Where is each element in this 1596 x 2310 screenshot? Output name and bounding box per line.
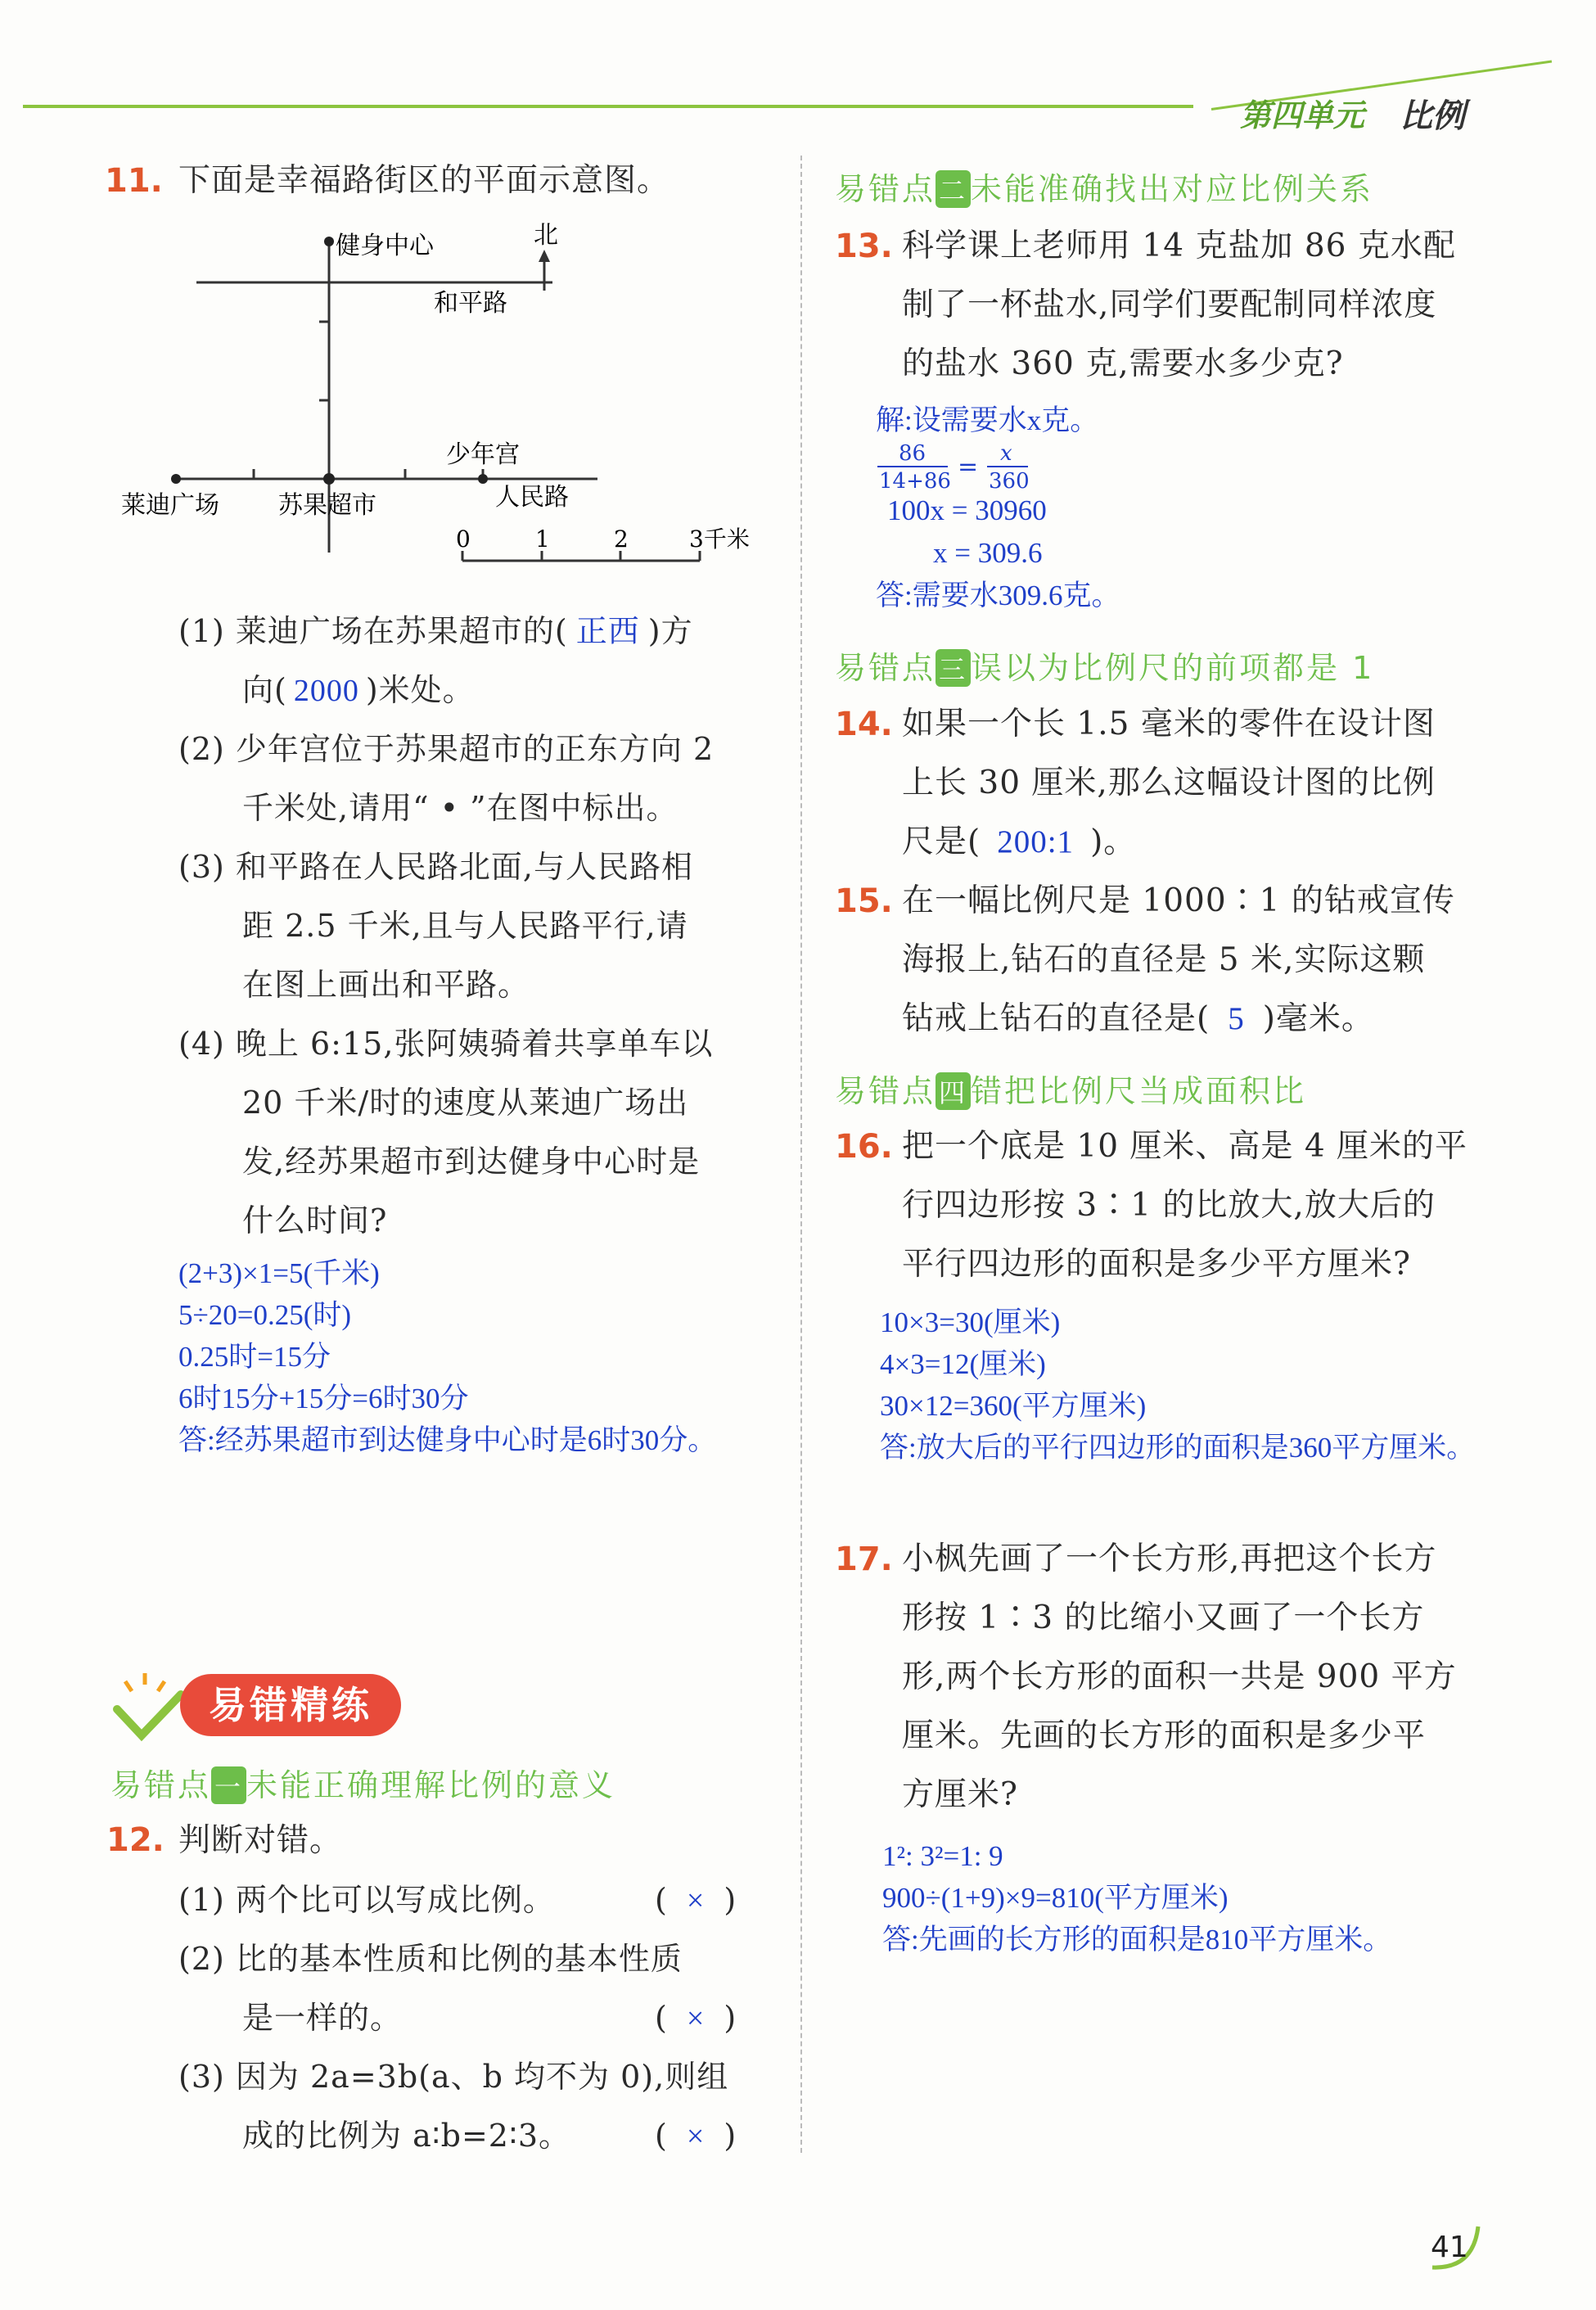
q13-answer: 答:需要水309.6克。 [876, 580, 1120, 611]
error-point-1: 易错点 一 未能正确理解比例的意义 [110, 1767, 616, 1803]
q16-line1: 把一个底是 10 厘米、高是 4 厘米的平 [902, 1128, 1468, 1165]
q11-part4-line3: 发,经苏果超市到达健身中心时是 [242, 1144, 701, 1180]
error-point-4-number: 四 [936, 1072, 971, 1110]
scale-2: 2 [614, 526, 629, 553]
q17-answer-line: 900÷(1+9)×9=810(平方厘米) [882, 1882, 1229, 1914]
q11-answer-line: (2+3)×1=5(千米) [178, 1257, 380, 1289]
header-rule [23, 105, 1193, 108]
q13-proportion [874, 440, 1054, 494]
q11-part2-line2: 千米处,请用“ • ”在图中标出。 [242, 790, 679, 826]
q13-solution-step: 100x = 30960 [887, 494, 1047, 526]
q15-line1: 在一幅比例尺是 1000∶1 的钻戒宣传 [902, 882, 1455, 919]
map-heping-label: 和平路 [434, 289, 507, 318]
error-point-3-number: 三 [936, 649, 971, 687]
q13-number: 13. [835, 228, 893, 265]
map-suguo-label: 苏果超市 [278, 491, 376, 520]
q12-number: 12. [106, 1821, 165, 1859]
frac-num-1: 86 [899, 441, 926, 466]
street-map [106, 217, 778, 593]
q11-number: 11. [105, 162, 163, 200]
q16-answer [880, 1302, 1475, 1469]
q12-statement-1: (1) 两个比可以写成比例。 [178, 1882, 555, 1918]
q14-number: 14. [835, 706, 893, 743]
q11-part4-line1: (4) 晚上 6:15,张阿姨骑着共享单车以 [178, 1026, 714, 1062]
q13-line1: 科学课上老师用 14 克盐加 86 克水配 [902, 228, 1456, 264]
q16-line3: 平行四边形的面积是多少平方厘米? [902, 1246, 1411, 1283]
map-renmin-label: 人民路 [495, 483, 569, 512]
q11-part1-line1: (1) 莱迪广场在苏果超市的( 正西 )方 [178, 613, 693, 649]
q13-solution-result: x = 309.6 [933, 537, 1043, 569]
q12-answer-2: ( × ) [655, 2000, 737, 2036]
q16-answer-line: 10×3=30(厘米) [880, 1306, 1061, 1338]
q17-line1: 小枫先画了一个长方形,再把这个长方 [902, 1541, 1437, 1577]
q17-line4: 厘米。先画的长方形的面积是多少平 [902, 1717, 1427, 1754]
q11-part4-line4: 什么时间? [242, 1202, 388, 1238]
q11-answer-line: 0.25时=15分 [178, 1341, 331, 1373]
q11-intro: 下面是幸福路街区的平面示意图。 [178, 162, 670, 199]
practice-title: 易错精练 [180, 1674, 401, 1736]
q11-answer-line: 5÷20=0.25(时) [178, 1299, 352, 1331]
q15-line2: 海报上,钻石的直径是 5 米,实际这颗 [902, 941, 1426, 978]
q13-line2: 制了一杯盐水,同学们要配制同样浓度 [902, 286, 1437, 323]
q16-answer-line: 答:放大后的平行四边形的面积是360平方厘米。 [880, 1432, 1476, 1464]
check-icon [110, 1670, 184, 1744]
topic-title: 比例 [1400, 97, 1465, 135]
q16-line2: 行四边形按 3∶1 的比放大,放大后的 [902, 1187, 1436, 1224]
q12-statement-2-line1: (2) 比的基本性质和比例的基本性质 [178, 1941, 683, 1977]
map-laidi-label: 莱迪广场 [121, 491, 219, 520]
q12-statement-3-line1: (3) 因为 2a=3b(a、b 均不为 0),则组 [178, 2059, 729, 2095]
frac-num-2: x [1000, 441, 1012, 466]
scale-0: 0 [456, 526, 471, 553]
q16-answer-line: 4×3=12(厘米) [880, 1348, 1046, 1380]
q14-line1: 如果一个长 1.5 毫米的零件在设计图 [902, 706, 1436, 742]
error-point-3: 易错点 三 误以为比例尺的前项都是 1 [835, 650, 1375, 686]
map-gym-label: 健身中心 [336, 232, 434, 260]
q11-answer-line: 6时15分+15分=6时30分 [178, 1383, 469, 1414]
q15-number: 15. [835, 882, 893, 920]
q11-part3-line1: (3) 和平路在人民路北面,与人民路相 [178, 849, 693, 885]
q11-part4-line2: 20 千米/时的速度从莱迪广场出 [242, 1085, 689, 1121]
q15-line3: 钻戒上钻石的直径是( 5 )毫米。 [902, 1000, 1374, 1037]
q11-part1-line2: 向( 2000 )米处。 [242, 672, 475, 708]
q14-line2: 上长 30 厘米,那么这幅设计图的比例 [902, 765, 1436, 801]
q13-solution-setup: 解:设需要水x克。 [876, 404, 1099, 436]
error-point-1-number: 一 [211, 1766, 246, 1804]
q16-number: 16. [835, 1128, 893, 1166]
q12-answer-3: ( × ) [655, 2118, 737, 2154]
error-point-4: 易错点 四 错把比例尺当成面积比 [835, 1073, 1307, 1109]
svg-text:=: = [958, 453, 979, 481]
q11-answer-line: 答:经苏果超市到达健身中心时是6时30分。 [178, 1424, 717, 1456]
q11-part3-line3: 在图上画出和平路。 [242, 967, 530, 1003]
q17-line5: 方厘米? [902, 1776, 1018, 1813]
scale-1: 1 [535, 526, 550, 553]
q17-answer-line: 1²: 3²=1: 9 [882, 1840, 1003, 1872]
error-point-2: 易错点 二 未能准确找出对应比例关系 [835, 171, 1374, 207]
page-number: 41 [1431, 2231, 1468, 2264]
unit-title: 第四单元 [1240, 97, 1365, 133]
column-divider [800, 156, 802, 2153]
q12-statement-2-line2: 是一样的。 [242, 2000, 403, 2036]
frac-den-1: 14+86 [879, 469, 951, 494]
q17-number: 17. [835, 1541, 893, 1578]
map-shaonian-label: 少年宫 [446, 440, 520, 469]
q13-line3: 的盐水 360 克,需要水多少克? [902, 345, 1344, 382]
q14-line3: 尺是( 200:1 )。 [902, 823, 1137, 860]
map-north-label: 北 [534, 221, 558, 250]
frac-den-2: 360 [989, 469, 1030, 494]
q16-answer-line: 30×12=360(平方厘米) [880, 1390, 1147, 1422]
error-point-2-number: 二 [936, 170, 971, 208]
q11-answer [178, 1252, 716, 1461]
q11-part2-line1: (2) 少年宫位于苏果超市的正东方向 2 [178, 731, 715, 767]
q17-line2: 形按 1∶3 的比缩小又画了一个长方 [902, 1599, 1425, 1636]
q17-answer-line: 答:先画的长方形的面积是810平方厘米。 [882, 1924, 1392, 1956]
scale-3: 3千米 [689, 526, 750, 553]
q11-part3-line2: 距 2.5 千米,且与人民路平行,请 [242, 908, 688, 944]
q12-intro: 判断对错。 [178, 1822, 343, 1859]
q12-statement-3-line2: 成的比例为 a∶b=2∶3。 [242, 2118, 571, 2154]
q17-line3: 形,两个长方形的面积一共是 900 平方 [902, 1658, 1457, 1695]
q12-answer-1: ( × ) [655, 1882, 737, 1918]
q17-answer [882, 1835, 1391, 1960]
